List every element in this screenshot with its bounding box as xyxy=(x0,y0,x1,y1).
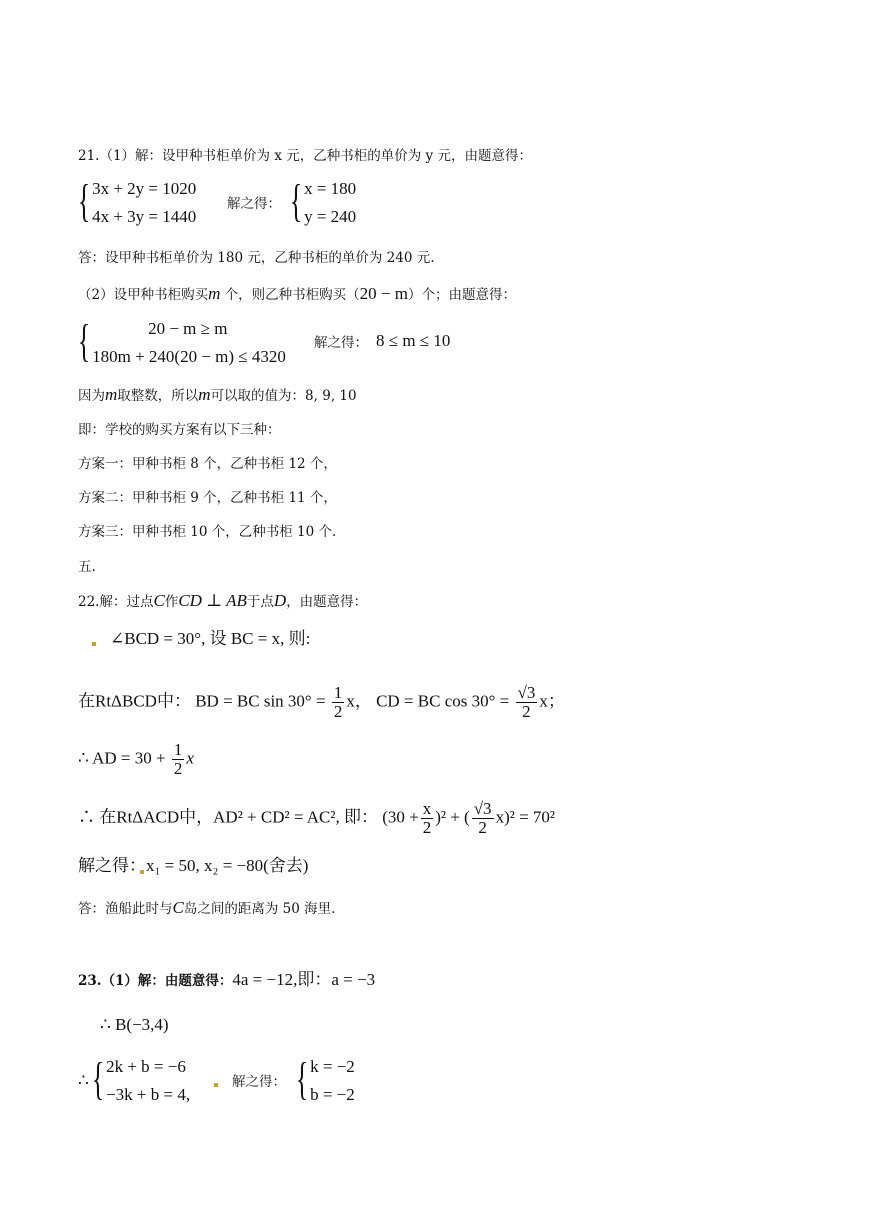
section-5-heading: 五. xyxy=(78,559,96,575)
math-expr: x； xyxy=(539,691,565,711)
text: （2）设甲种书柜购买 xyxy=(78,287,209,303)
text: 作 xyxy=(164,594,179,610)
math-var: C xyxy=(172,898,184,917)
q21-solution-system-1 xyxy=(290,175,357,228)
math-var: m xyxy=(208,284,221,303)
solution-row: y = 240 xyxy=(304,207,357,226)
q23-part1 xyxy=(78,971,375,990)
therefore-symbol: ∴ xyxy=(78,1071,89,1090)
denominator: 2 xyxy=(173,759,183,778)
text: 23.（1）解：由题意得： xyxy=(78,973,233,989)
q21-equation-system-1 xyxy=(78,175,197,228)
left-brace: { xyxy=(92,1053,105,1104)
equation-row: 4x + 3y = 1440 xyxy=(92,207,197,226)
fraction-x-half xyxy=(421,800,434,837)
solve-label: 解之得： xyxy=(314,335,368,351)
left-brace: { xyxy=(78,315,91,366)
q21-answer-1: 答：设甲种书柜单价为 180 元，乙种书柜的单价为 240 元. xyxy=(78,250,435,266)
numerator: 1 xyxy=(173,740,183,759)
q23-equation-system xyxy=(92,1053,191,1106)
fraction-one-half xyxy=(332,684,345,721)
q21-part2-intro xyxy=(78,285,516,304)
solution-row: b = −2 xyxy=(310,1085,355,1104)
solve-label: 解之得： xyxy=(232,1074,286,1090)
left-brace: { xyxy=(296,1053,309,1104)
text: 岛之间的距离为 50 海里. xyxy=(183,901,336,917)
q22-answer xyxy=(78,899,335,918)
text: 取整数，所以 xyxy=(117,388,199,404)
math-expr: 4a = −12,即：a = −3 xyxy=(232,970,376,989)
q21-intro: 21.（1）解：设甲种书柜单价为 x 元，乙种书柜的单价为 y 元，由题意得： xyxy=(78,148,532,164)
math-expr: x)² = 70² xyxy=(495,807,556,827)
math-expr: x， xyxy=(346,691,372,711)
q23-point-b: ∴ B(−3,4) xyxy=(100,1015,169,1034)
math-expr: (30 + xyxy=(382,807,419,827)
q21-plan-3: 方案三：甲种书柜 10 个，乙种书柜 10 个. xyxy=(78,524,337,540)
editor-mark xyxy=(92,642,96,646)
math-var: m xyxy=(105,385,118,404)
text: 个，则乙种书柜购买（ xyxy=(220,287,360,303)
left-brace: { xyxy=(78,175,91,226)
q22-angle-line: ∠BCD = 30°, 设 BC = x, 则: xyxy=(110,629,311,648)
equation-row: −3k + b = 4, xyxy=(106,1085,191,1104)
text: 答：渔船此时与 xyxy=(78,901,173,917)
text: 因为 xyxy=(78,388,105,404)
denominator: 2 xyxy=(478,818,487,837)
q22-intro xyxy=(78,592,367,611)
math-var: C xyxy=(153,591,165,610)
q21-plans-intro: 即：学校的购买方案有以下三种： xyxy=(78,422,281,438)
math-expr: CD = BC cos 30° = xyxy=(376,691,510,711)
fraction-sqrt3-half xyxy=(516,684,538,721)
text: 可以取的值为：8, 9, 10 xyxy=(210,388,357,404)
text: 于点 xyxy=(246,594,274,610)
solve-label: 解之得： xyxy=(227,196,281,212)
numerator: x xyxy=(422,799,432,818)
q22-rt-acd-line xyxy=(78,800,555,837)
math-expr: ∴ 在RtΔACD中，AD² + CD² = AC², 即： xyxy=(78,807,378,827)
left-brace: { xyxy=(290,175,303,226)
q22-rt-bcd-line xyxy=(78,684,565,721)
math-expr: CD ⊥ AB xyxy=(178,591,247,610)
math-expr: ∴ AD = 30 + xyxy=(78,748,166,768)
fraction-sqrt3-half xyxy=(472,800,494,837)
q21-integer-line xyxy=(78,386,357,405)
q22-solution: 解之得：x₁ = 50, x₂ = −80(舍去) xyxy=(78,856,309,875)
inequality-row: 20 − m ≥ m xyxy=(148,319,228,338)
text: ，由题意得： xyxy=(286,594,368,610)
equation-row: 2k + b = −6 xyxy=(106,1057,186,1076)
q21-inequality-system xyxy=(78,315,286,368)
q21-plan-2: 方案二：甲种书柜 9 个，乙种书柜 11 个， xyxy=(78,490,337,506)
math-var: m xyxy=(198,385,211,404)
math-var: D xyxy=(273,591,287,610)
denominator: 2 xyxy=(422,818,432,837)
numerator: √3 xyxy=(517,683,536,702)
q21-solution-2: 8 ≤ m ≤ 10 xyxy=(376,331,451,350)
solution-row: k = −2 xyxy=(310,1057,355,1076)
inequality-row: 180m + 240(20 − m) ≤ 4320 xyxy=(92,347,286,366)
text: ）个；由题意得： xyxy=(407,287,516,303)
numerator: 1 xyxy=(333,683,343,702)
math-expr: 20 − m xyxy=(359,284,408,303)
solution-row: x = 180 xyxy=(304,179,357,198)
fraction-one-half xyxy=(172,741,185,778)
text: 22.解：过点 xyxy=(78,594,154,610)
denominator: 2 xyxy=(522,702,531,721)
q21-plan-1: 方案一：甲种书柜 8 个，乙种书柜 12 个， xyxy=(78,456,337,472)
text: 在RtΔBCD中： xyxy=(78,691,191,711)
denominator: 2 xyxy=(333,702,343,721)
q23-solution-system xyxy=(296,1053,355,1106)
math-expr: )² + ( xyxy=(435,807,470,827)
numerator: √3 xyxy=(473,799,492,818)
math-var: x xyxy=(186,748,194,768)
q22-ad-line xyxy=(78,741,194,778)
equation-row: 3x + 2y = 1020 xyxy=(92,179,197,198)
editor-mark xyxy=(214,1083,218,1087)
math-expr: BD = BC sin 30° = xyxy=(195,691,326,711)
